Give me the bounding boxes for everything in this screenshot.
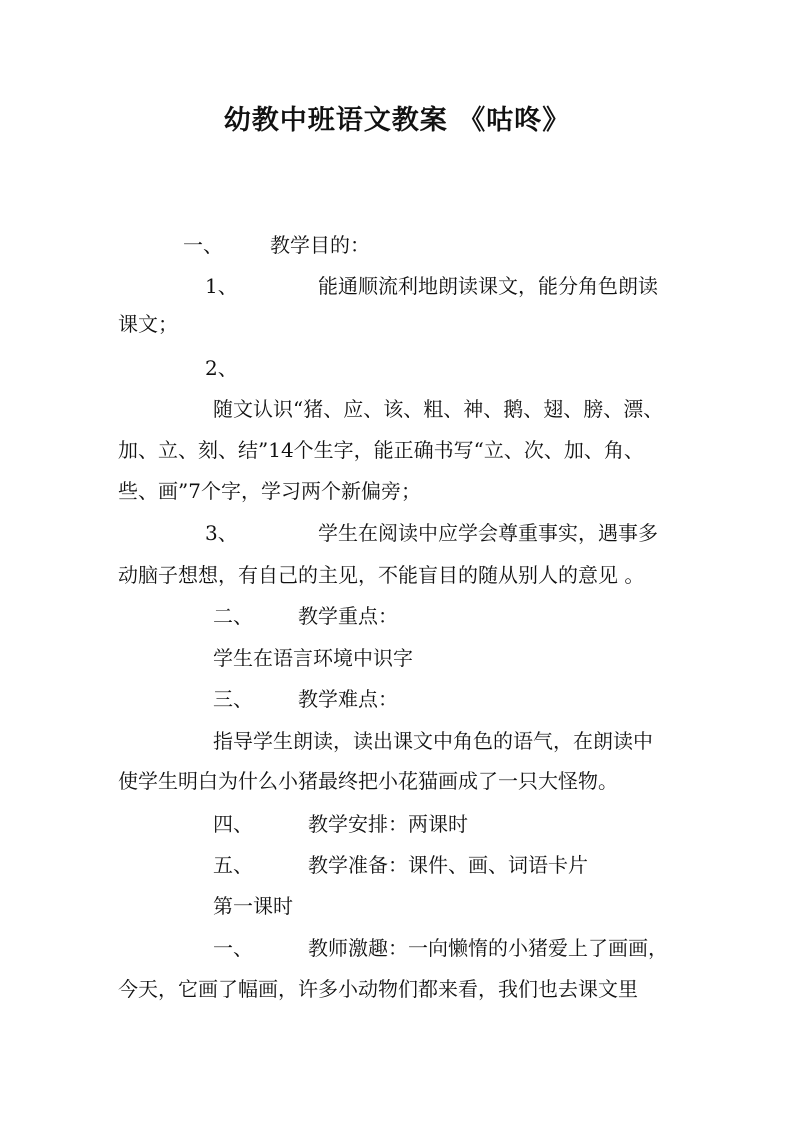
section-heading: 教学安排：两课时 — [308, 812, 468, 836]
item-number: 3、 — [205, 521, 238, 545]
section-heading: 教学目的： — [270, 233, 370, 257]
section-number: 一、 — [213, 936, 253, 960]
section-heading: 教学重点： — [298, 604, 398, 628]
paragraph-line: 指导学生朗读，读出课文中角色的语气，在朗读中 — [213, 729, 653, 753]
paragraph-line: 能通顺流利地朗读课文，能分角色朗读 — [318, 274, 658, 298]
paragraph-line: 课文； — [118, 312, 178, 336]
section-number: 三、 — [213, 687, 253, 711]
paragraph-line: 动脑子想想，有自己的主见，不能盲目的随从别人的意见 。 — [118, 563, 645, 587]
paragraph-line: 今天，它画了幅画，许多小动物们都来看，我们也去课文里 — [118, 977, 638, 1001]
paragraph-line: 些、画”7个字，学习两个新偏旁； — [118, 479, 421, 503]
section-number: 四、 — [213, 812, 253, 836]
paragraph-line: 学生在语言环境中识字 — [213, 646, 413, 670]
section-heading: 教学准备：课件、画、词语卡片 — [308, 853, 588, 877]
paragraph-line: 使学生明白为什么小猪最终把小花猫画成了一只大怪物。 — [118, 769, 618, 793]
item-number: 2、 — [205, 356, 238, 380]
document-title: 幼教中班语文教案 《咕咚》 — [223, 105, 571, 136]
section-heading: 教学难点： — [298, 687, 398, 711]
paragraph-line: 随文认识“猪、应、该、粗、神、鹅、翅、膀、漂、 — [213, 397, 664, 421]
paragraph-line: 学生在阅读中应学会尊重事实，遇事多 — [318, 521, 658, 545]
lesson-heading: 第一课时 — [213, 894, 293, 918]
item-number: 1、 — [205, 274, 238, 298]
paragraph-line: 加、立、刻、结”14个生字，能正确书写“立、次、加、角、 — [118, 438, 644, 462]
section-number: 二、 — [213, 604, 253, 628]
section-number: 一、 — [183, 233, 223, 257]
section-number: 五、 — [213, 853, 253, 877]
paragraph-line: 教师激趣：一向懒惰的小猪爱上了画画， — [308, 936, 668, 960]
